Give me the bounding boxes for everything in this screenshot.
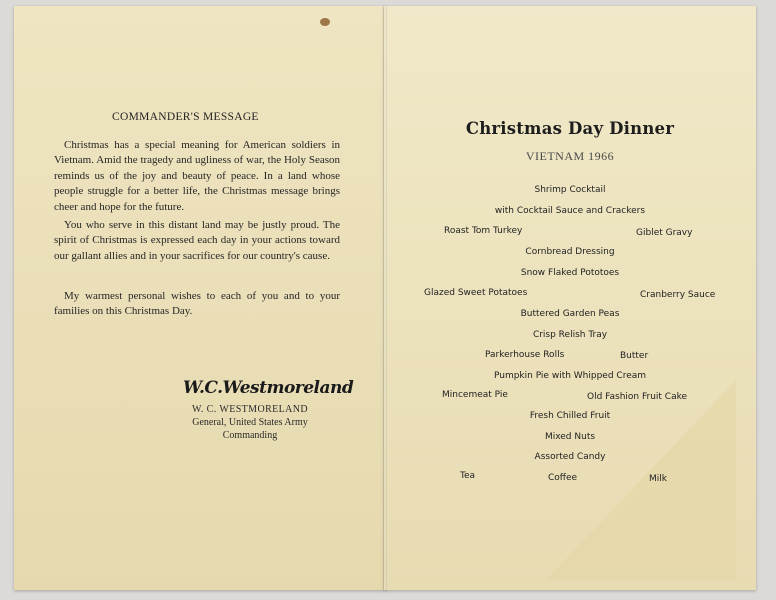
menu-item-rolls: Parkerhouse Rolls xyxy=(485,350,565,360)
menu-item-fruit: Fresh Chilled Fruit xyxy=(529,411,611,421)
menu-item-sauce: with Cocktail Sauce and Crackers xyxy=(494,206,646,216)
menu-item-shrimp: Shrimp Cocktail xyxy=(534,185,606,195)
message-title: COMMANDER'S MESSAGE xyxy=(112,111,259,123)
menu-item-butter: Butter xyxy=(620,351,649,361)
menu-item-fruit-cake: Old Fashion Fruit Cake xyxy=(587,392,688,402)
menu-item-sweet-potatoes: Glazed Sweet Potatoes xyxy=(424,288,528,298)
signature: W.C.Westmoreland xyxy=(183,378,354,398)
center-fold xyxy=(383,6,387,590)
menu-subtitle: VIETNAM 1966 xyxy=(525,149,615,163)
menu-item-potatoes: Snow Flaked Pototoes xyxy=(520,268,620,278)
message-paragraph-1: Christmas has a special meaning for American soldiers in Vietnam. Amid the tragedy and ugliness of war, the Holy Season reminds us of the joy and beauty of peace. In a land whose people struggle for a better life, the Christmas message brings cheer and hope for the future. xyxy=(54,139,340,213)
menu-item-nuts: Mixed Nuts xyxy=(544,432,596,442)
menu-item-tea: Tea xyxy=(460,471,476,481)
menu-item-milk: Milk xyxy=(649,474,667,484)
ink-stain xyxy=(320,18,330,26)
menu-item-dressing: Cornbread Dressing xyxy=(525,247,615,257)
message-paragraph-2: You who serve in this distant land may be justly proud. The spirit of Christmas is expressed each day in your actions toward our gallant allies and in your sacrifices for our country's cause. xyxy=(54,219,340,262)
menu-item-pumpkin-pie: Pumpkin Pie with Whipped Cream xyxy=(493,371,647,381)
menu-item-peas: Buttered Garden Peas xyxy=(520,309,620,319)
menu-item-turkey: Roast Tom Turkey xyxy=(444,226,523,236)
menu-item-cranberry: Cranberry Sauce xyxy=(640,290,716,300)
menu-item-coffee: Coffee xyxy=(548,473,578,483)
signer-name: W. C. WESTMORELAND xyxy=(191,404,309,415)
menu-item-gravy: Giblet Gravy xyxy=(636,228,693,238)
message-paragraph-3: My warmest personal wishes to each of you and to your families on this Christmas Day. xyxy=(54,290,340,318)
signer-role: Commanding xyxy=(222,430,278,441)
menu-item-relish: Crisp Relish Tray xyxy=(532,330,608,340)
menu-item-candy: Assorted Candy xyxy=(534,452,606,462)
signer-rank: General, United States Army xyxy=(192,417,308,428)
menu-title: Christmas Day Dinner xyxy=(465,119,675,138)
menu-item-mincemeat: Mincemeat Pie xyxy=(442,390,508,400)
